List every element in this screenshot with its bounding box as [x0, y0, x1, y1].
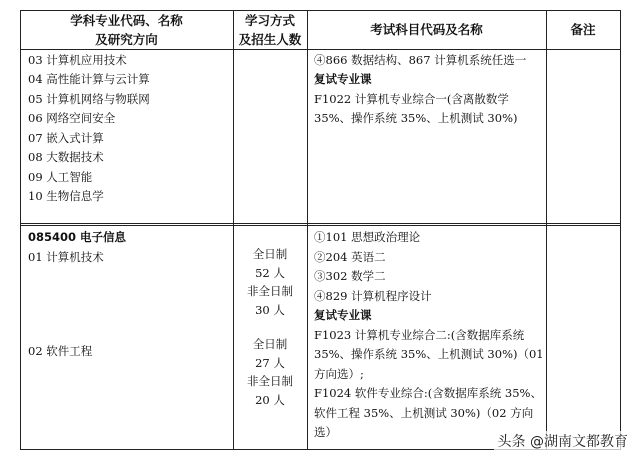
- direction-item: 03 计算机应用技术: [28, 53, 127, 67]
- exam-section-title: 复试专业课: [314, 308, 372, 322]
- exam-line: 软件工程 35%、上机测试 30%)（02 方向: [314, 406, 534, 420]
- row-divider: [20, 225, 621, 226]
- mode-label: 非全日制: [247, 374, 293, 388]
- exam-line: F1023 计算机专业综合二:(含数据库系统: [314, 328, 525, 342]
- quota-count: 52 人: [255, 266, 285, 280]
- exam-line: F1022 计算机专业综合一(含离散数学: [314, 92, 509, 106]
- exam-line: ①101 思想政治理论: [314, 230, 421, 244]
- exam-line: ④866 数据结构、867 计算机系统任选一: [314, 53, 527, 67]
- exam-line: 35%、操作系统 35%、上机测试 30%)（01: [314, 347, 544, 361]
- header-exam: 考试科目代码及名称: [370, 22, 483, 37]
- header-mode: [233, 11, 307, 49]
- quota-count: 27 人: [255, 356, 285, 370]
- header-divider: [20, 49, 621, 50]
- direction-item: 09 人工智能: [28, 170, 93, 184]
- header-mode-line1: 学习方式: [244, 13, 295, 28]
- direction-item: 05 计算机网络与物联网: [28, 92, 150, 106]
- quota-count: 30 人: [255, 303, 285, 317]
- exam-line: ③302 数学二: [314, 269, 386, 283]
- exam-line: ②204 英语二: [314, 250, 386, 264]
- mode-label: 全日制: [252, 337, 288, 351]
- direction-item: 08 大数据技术: [28, 150, 104, 164]
- admissions-table: [20, 10, 621, 450]
- major-title: 085400 电子信息: [28, 230, 127, 244]
- direction-item: 02 软件工程: [28, 344, 93, 358]
- watermark: 头条 @湖南文都教育: [494, 431, 632, 451]
- table-border-left: [20, 10, 21, 450]
- exam-line: ④829 计算机程序设计: [314, 289, 432, 303]
- header-major-line1: 学科专业代码、名称: [70, 13, 183, 28]
- exam-line: 方向选）;: [314, 367, 364, 381]
- mode-label: 全日制: [252, 247, 288, 261]
- header-major: [20, 11, 233, 49]
- table-border-right: [620, 10, 621, 450]
- header-major-line2: 及研究方向: [95, 32, 158, 47]
- exam-line: 35%、操作系统 35%、上机测试 30%): [314, 111, 518, 125]
- exam-line: 选）: [314, 425, 337, 439]
- exam-section-title: 复试专业课: [314, 72, 372, 86]
- quota-count: 20 人: [255, 393, 285, 407]
- row-divider: [20, 223, 621, 224]
- direction-item: 06 网络空间安全: [28, 111, 116, 125]
- header-mode-line2: 及招生人数: [238, 32, 302, 47]
- direction-item: 07 嵌入式计算: [28, 131, 104, 145]
- direction-item: 04 高性能计算与云计算: [28, 72, 150, 86]
- column-divider: [546, 10, 547, 450]
- header-remarks: 备注: [570, 22, 596, 37]
- direction-item: 01 计算机技术: [28, 250, 104, 264]
- mode-label: 非全日制: [247, 284, 293, 298]
- exam-line: F1024 软件专业综合:(含数据库系统 35%、: [314, 386, 542, 400]
- column-divider: [307, 10, 308, 450]
- direction-item: 10 生物信息学: [28, 189, 104, 203]
